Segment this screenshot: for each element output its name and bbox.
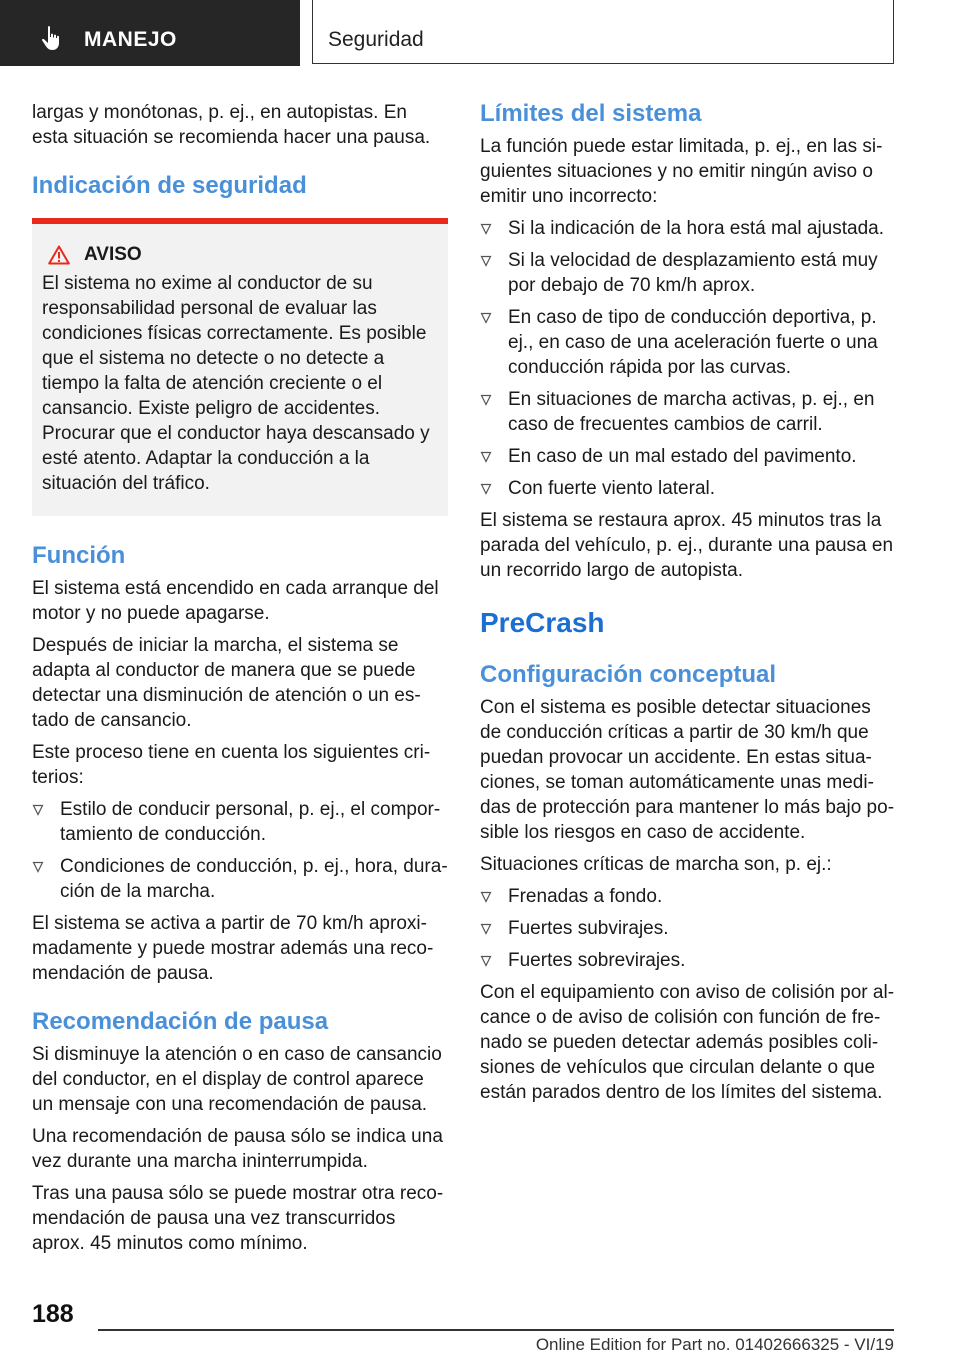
list-item [480,444,896,469]
triangle-bullet-icon [480,955,492,967]
pause-heading: Recomendación de pausa [32,1008,329,1035]
triangle-bullet-icon [32,861,44,873]
chapter-tab[interactable] [0,0,300,66]
list-item [480,884,896,909]
critical-list [480,884,896,973]
criteria-list [32,797,448,904]
list-item-text: En caso de un mal estado del pavimento. [508,446,857,467]
list-item [480,387,896,437]
triangle-bullet-icon [480,483,492,495]
triangle-bullet-icon [480,923,492,935]
pause-paragraph-2: Una recomendación de pausa sólo se indica una vez durante una marcha ininterrumpida. [32,1126,443,1172]
warning-header [42,242,436,267]
function-paragraph-4: El sistema se activa a partir de 70 km/h aproximadamente y puede mostrar además una recomendación de pausa. [32,913,434,984]
concept-heading: Configuración conceptual [480,661,777,688]
list-item-text: Con fuerte viento lateral. [508,478,716,499]
limits-heading: Límites del sistema [480,100,702,127]
concept-paragraph-3: Con el equipamiento con aviso de colisión por alcance o de aviso de colisión con función de frenado se pueden detectar además posibles colisiones de vehículos que circulan delante o que están parados dentro de los límites del sistema. [480,982,895,1103]
list-item [480,216,896,241]
list-item-text: Fuertes subvirajes. [508,918,669,939]
list-item-text: Si la indicación de la hora está mal ajustada. [508,218,885,239]
warning-title: AVISO [84,244,142,265]
warning-body: El sistema no exime al conductor de su responsabilidad personal de evaluar las condiciones físicas correctamente. Es posible que el sistema no detecte o no detecte a tiempo la falta de atención creciente o el cansancio. Existe peligro de accidentes. Procurar que el conductor haya descansado y esté atento. Adaptar la conducción a la situación del tráfico. [42,273,430,494]
triangle-bullet-icon [480,891,492,903]
list-item-text: Frenadas a fondo. [508,886,663,907]
section-label: Seguridad [328,28,424,51]
section-tab [312,0,894,64]
list-item [480,916,896,941]
list-item [480,476,896,501]
list-item [480,305,896,380]
list-item-text: Fuertes sobrevirajes. [508,950,686,971]
list-item-text: Condiciones de conducción, p. ej., hora, duración de la marcha. [60,856,448,902]
limits-intro: La función puede estar limitada, p. ej., en las siguientes situaciones y no emitir ningún aviso o emitir uno incorrecto: [480,136,883,207]
triangle-bullet-icon [480,451,492,463]
list-item-text: Si la velocidad de desplazamiento está muy por debajo de 70 km/h aprox. [508,250,878,296]
concept-paragraph-2: Situaciones críticas de marcha son, p. ej.: [480,854,832,875]
list-item-text: En situaciones de marcha activas, p. ej., en caso de frecuentes cambios de carril. [508,389,875,435]
page-header [0,0,960,66]
triangle-bullet-icon [480,312,492,324]
intro-paragraph: largas y monótonas, p. ej., en autopistas. En esta situación se recomienda hacer una pausa. [32,102,431,148]
safety-heading: Indicación de seguridad [32,172,307,199]
list-item [32,797,448,847]
list-item [32,854,448,904]
function-heading: Función [32,542,126,569]
limits-outro: El sistema se restaura aprox. 45 minutos tras la parada del vehículo, p. ej., durante una pausa en un recorrido largo de autopista. [480,510,894,581]
triangle-bullet-icon [480,394,492,406]
precrash-heading: PreCrash [480,607,605,638]
triangle-bullet-icon [480,223,492,235]
chapter-label: MANEJO [84,28,177,51]
list-item [480,248,896,298]
function-paragraph-3: Este proceso tiene en cuenta los siguientes criterios: [32,742,431,788]
right-column [480,100,896,1112]
function-paragraph-2: Después de iniciar la marcha, el sistema se adapta al conductor de manera que se puede detectar una disminución de atención o un estado de cansancio. [32,635,421,731]
warning-triangle-icon [48,245,70,265]
warning-box [32,218,448,516]
list-item-text: Estilo de conducir personal, p. ej., el comportamiento de conducción. [60,799,441,845]
function-paragraph-1: El sistema está encendido en cada arranque del motor y no puede apagarse. [32,578,439,624]
footer-divider [98,1329,894,1331]
left-column [32,100,448,1263]
list-item-text: En caso de tipo de conducción deportiva, p. ej., en caso de una aceleración fuerte o una conducción rápida por las curvas. [508,307,878,378]
pause-paragraph-1: Si disminuye la atención o en caso de cansancio del conductor, en el display de control aparece un mensaje con una recomendación de pausa. [32,1044,442,1115]
triangle-bullet-icon [480,255,492,267]
limits-list [480,216,896,501]
page-number: 188 [32,1300,74,1328]
concept-paragraph-1: Con el sistema es posible detectar situaciones de conducción críticas a partir de 30 km/h que puedan provocar un accidente. En estas situaciones, se toman automáticamente unas medidas de protección para mantener lo más bajo posible los riesgos en caso de accidente. [480,697,895,843]
pause-paragraph-3: Tras una pausa sólo se puede mostrar otra recomendación de pausa una vez transcurridos aprox. 45 minutos como mínimo. [32,1183,444,1254]
list-item [480,948,896,973]
triangle-bullet-icon [32,804,44,816]
touch-hand-icon [40,25,64,51]
edition-text: Online Edition for Part no. 01402666325 - VI/19 [535,1335,894,1354]
